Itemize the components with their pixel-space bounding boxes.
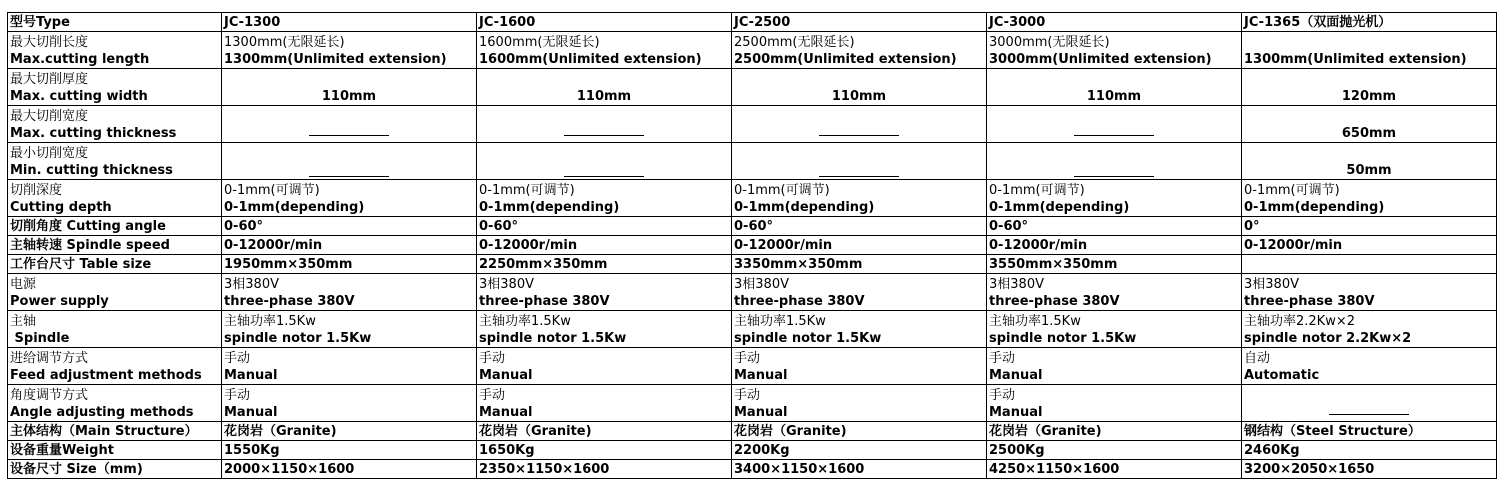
- table-cell: [477, 143, 732, 180]
- table-cell: 2200Kg: [732, 441, 987, 460]
- table-row: [8, 274, 1497, 311]
- table-cell: 0-60°: [477, 217, 732, 236]
- row-label: 切削深度 Cutting depth: [8, 180, 222, 217]
- table-cell: 手动 Manual: [222, 348, 477, 385]
- row-label: 最大切削厚度 Max. cutting width: [8, 69, 222, 106]
- table-cell: 3相380V three-phase 380V: [1242, 274, 1497, 311]
- row-label: 主轴 Spindle: [8, 311, 222, 348]
- table-cell: 主轴功率1.5Kw spindle notor 1.5Kw: [477, 311, 732, 348]
- table-cell: [222, 106, 477, 143]
- table-row: [8, 311, 1497, 348]
- row-label: 最大切削长度 Max.cutting length: [8, 32, 222, 69]
- table-cell: 0-12000r/min: [1242, 236, 1497, 255]
- table-cell: 0-60°: [732, 217, 987, 236]
- table-row: [8, 32, 1497, 69]
- table-cell: 0-1mm(可调节) 0-1mm(depending): [732, 180, 987, 217]
- table-cell: 0-12000r/min: [732, 236, 987, 255]
- table-cell: [222, 143, 477, 180]
- table-row: [8, 143, 1497, 180]
- table-cell: 2350×1150×1600: [477, 460, 732, 479]
- table-cell: 0-1mm(可调节) 0-1mm(depending): [477, 180, 732, 217]
- table-cell: 2500mm(无限延长) 2500mm(Unlimited extension): [732, 32, 987, 69]
- table-cell: 0-12000r/min: [222, 236, 477, 255]
- table-cell: 主轴功率1.5Kw spindle notor 1.5Kw: [987, 311, 1242, 348]
- table-row: [8, 217, 1497, 236]
- table-row: [8, 236, 1497, 255]
- empty-dash: [309, 176, 389, 177]
- row-label: 电源 Power supply: [8, 274, 222, 311]
- header-type-label: 型号Type: [8, 13, 222, 32]
- table-cell: [732, 143, 987, 180]
- table-cell: 110mm: [987, 69, 1242, 106]
- empty-dash: [309, 135, 389, 136]
- table-cell: [1242, 385, 1497, 422]
- table-cell: 钢结构（Steel Structure）: [1242, 422, 1497, 441]
- table-cell: 0-1mm(可调节) 0-1mm(depending): [222, 180, 477, 217]
- empty-dash: [1074, 135, 1154, 136]
- table-cell: [987, 106, 1242, 143]
- table-cell: 50mm: [1242, 143, 1497, 180]
- table-cell: 2000×1150×1600: [222, 460, 477, 479]
- table-cell: 花岗岩（Granite): [732, 422, 987, 441]
- table-cell: 4250×1150×1600: [987, 460, 1242, 479]
- table-cell: 0-1mm(可调节) 0-1mm(depending): [987, 180, 1242, 217]
- row-label: 设备重量Weight: [8, 441, 222, 460]
- table-cell: 主轴功率1.5Kw spindle notor 1.5Kw: [222, 311, 477, 348]
- table-cell: 主轴功率1.5Kw spindle notor 1.5Kw: [732, 311, 987, 348]
- table-row: [8, 460, 1497, 479]
- table-row: [8, 422, 1497, 441]
- table-cell: 手动 Manual: [477, 348, 732, 385]
- table-cell: 自动 Automatic: [1242, 348, 1497, 385]
- table-cell: 主轴功率2.2Kw×2 spindle notor 2.2Kw×2: [1242, 311, 1497, 348]
- row-label: 工作台尺寸 Table size: [8, 255, 222, 274]
- table-cell: 0°: [1242, 217, 1497, 236]
- table-cell: [477, 106, 732, 143]
- table-cell: [1242, 255, 1497, 274]
- table-cell: 手动 Manual: [732, 348, 987, 385]
- table-cell: 1550Kg: [222, 441, 477, 460]
- table-cell: 0-12000r/min: [987, 236, 1242, 255]
- empty-dash: [564, 176, 644, 177]
- table-cell: 120mm: [1242, 69, 1497, 106]
- table-cell: 650mm: [1242, 106, 1497, 143]
- table-cell: 手动 Manual: [987, 385, 1242, 422]
- empty-dash: [1329, 414, 1409, 415]
- table-cell: 1300mm(无限延长) 1300mm(Unlimited extension): [222, 32, 477, 69]
- table-cell: 0-1mm(可调节) 0-1mm(depending): [1242, 180, 1497, 217]
- table-cell: 花岗岩（Granite): [987, 422, 1242, 441]
- table-cell: 花岗岩（Granite): [477, 422, 732, 441]
- row-label: 切削角度 Cutting angle: [8, 217, 222, 236]
- spec-table: [7, 12, 1497, 479]
- table-row: [8, 255, 1497, 274]
- table-row: [8, 106, 1497, 143]
- table-row: [8, 441, 1497, 460]
- table-cell: 2250mm×350mm: [477, 255, 732, 274]
- row-label: 最小切削宽度 Min. cutting thickness: [8, 143, 222, 180]
- table-cell: [732, 106, 987, 143]
- table-row: [8, 348, 1497, 385]
- row-label: 进给调节方式 Feed adjustment methods: [8, 348, 222, 385]
- header-model-jc1600: JC-1600: [477, 13, 732, 32]
- empty-dash: [564, 135, 644, 136]
- table-cell: 0-60°: [987, 217, 1242, 236]
- table-cell: 花岗岩（Granite): [222, 422, 477, 441]
- table-cell: [987, 143, 1242, 180]
- table-cell: 手动 Manual: [222, 385, 477, 422]
- table-cell: 110mm: [222, 69, 477, 106]
- row-label: 最大切削宽度 Max. cutting thickness: [8, 106, 222, 143]
- table-cell: 0-12000r/min: [477, 236, 732, 255]
- table-cell: 手动 Manual: [477, 385, 732, 422]
- empty-dash: [819, 176, 899, 177]
- table-cell: 3350mm×350mm: [732, 255, 987, 274]
- row-label: 角度调节方式 Angle adjusting methods: [8, 385, 222, 422]
- table-cell: 3相380V three-phase 380V: [987, 274, 1242, 311]
- table-cell: 110mm: [732, 69, 987, 106]
- table-cell: 1650Kg: [477, 441, 732, 460]
- table-header-row: [8, 13, 1497, 32]
- table-cell: 110mm: [477, 69, 732, 106]
- table-row: [8, 180, 1497, 217]
- empty-dash: [1074, 176, 1154, 177]
- table-row: [8, 69, 1497, 106]
- table-cell: 3200×2050×1650: [1242, 460, 1497, 479]
- row-label: 主轴转速 Spindle speed: [8, 236, 222, 255]
- table-cell: 1950mm×350mm: [222, 255, 477, 274]
- table-cell: 1300mm(Unlimited extension): [1242, 32, 1497, 69]
- table-cell: 3000mm(无限延长) 3000mm(Unlimited extension): [987, 32, 1242, 69]
- table-cell: 3400×1150×1600: [732, 460, 987, 479]
- table-cell: 3相380V three-phase 380V: [477, 274, 732, 311]
- header-model-jc2500: JC-2500: [732, 13, 987, 32]
- row-label: 主体结构（Main Structure）: [8, 422, 222, 441]
- table-cell: 1600mm(无限延长) 1600mm(Unlimited extension): [477, 32, 732, 69]
- table-cell: 2500Kg: [987, 441, 1242, 460]
- row-label: 设备尺寸 Size（mm): [8, 460, 222, 479]
- table-cell: 3相380V three-phase 380V: [222, 274, 477, 311]
- table-cell: 3相380V three-phase 380V: [732, 274, 987, 311]
- table-cell: 2460Kg: [1242, 441, 1497, 460]
- header-model-jc3000: JC-3000: [987, 13, 1242, 32]
- empty-dash: [819, 135, 899, 136]
- table-cell: 手动 Manual: [732, 385, 987, 422]
- table-cell: 手动 Manual: [987, 348, 1242, 385]
- table-cell: 3550mm×350mm: [987, 255, 1242, 274]
- header-model-jc1300: JC-1300: [222, 13, 477, 32]
- table-row: [8, 385, 1497, 422]
- header-model-jc1365: JC-1365（双面抛光机）: [1242, 13, 1497, 32]
- table-cell: 0-60°: [222, 217, 477, 236]
